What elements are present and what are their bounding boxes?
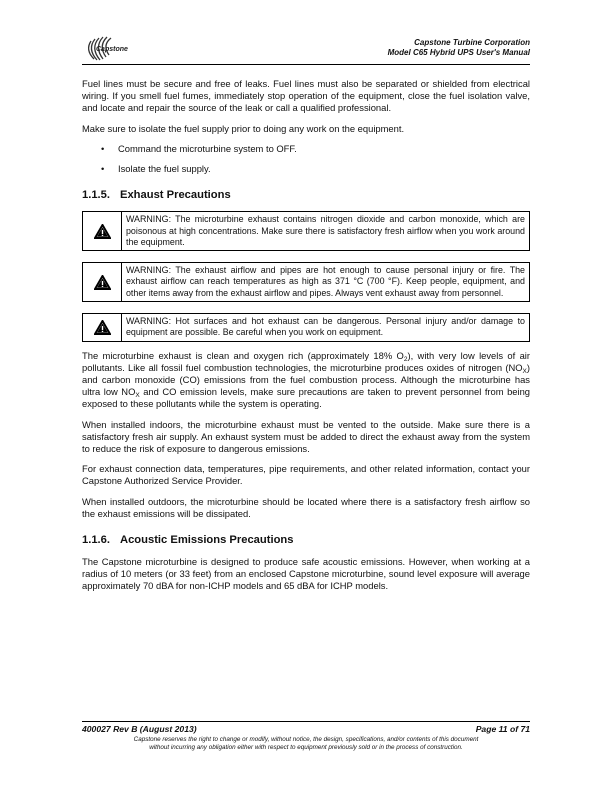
paragraph: Fuel lines must be secure and free of leaks. Fuel lines must also be separated or shielded from electrical wiring. If you smell fuel fumes, immediately stop operation of the equipment, close the fuel isolation valve, and locate and repair the source of the leak or call a qualified professional. bbox=[82, 78, 530, 114]
running-header bbox=[388, 38, 530, 58]
bullet-icon: • bbox=[101, 142, 105, 154]
logo-wordmark: Capstone bbox=[96, 46, 128, 53]
footer-doc-number: 400027 Rev B (August 2013) bbox=[82, 724, 197, 734]
footer-rule bbox=[82, 721, 530, 722]
section-heading-acoustic: 1.1.6. Acoustic Emissions Precautions bbox=[82, 534, 294, 547]
paragraph: The Capstone microturbine is designed to produce safe acoustic emissions. However, when working at a radius of 10 meters (or 33 feet) from an enclosed Capstone microturbine, sound level exposure will average approximately 70 dBA for non-ICHP models and 65 dBA for ICHP models. bbox=[82, 556, 530, 592]
warning-text: WARNING: Hot surfaces and hot exhaust can be dangerous. Personal injury and/or damage to equipment are possible. Be careful when you work on equipment. bbox=[126, 316, 525, 338]
footer-disclaimer: Capstone reserves the right to change or modify, without notice, the design, specifications, and/or contents of this document without incurring any obligation either with respect to equipment previously sold or in the process of construction. bbox=[133, 736, 479, 751]
paragraph: The microturbine exhaust is clean and oxygen rich (approximately 18% $O_2$), with very low levels of air pollutants. Like all fossil fuel combustion technologies, the microturbine produces oxides of nitrogen $(NO_X)$ and carbon monoxide (CO) emissions from the fuel combustion process. Although the microturbine has ultra low $NO_X$ and CO emission levels, make sure precautions are taken to prevent personnel from being exposed to these pollutants while the system is operating. bbox=[82, 349, 531, 410]
bullet-list bbox=[82, 143, 530, 175]
warning-box bbox=[82, 313, 530, 342]
paragraph: Make sure to isolate the fuel supply prior to doing any work on the equipment. bbox=[82, 122, 405, 134]
footer-page-number: Page 11 of 71 bbox=[475, 724, 530, 734]
warning-text: WARNING: The exhaust airflow and pipes are hot enough to cause personal injury or fire. The exhaust airflow can reach temperatures as high as 371 °C (700 °F). Keep people, equipment, and other items away from the exhaust airflow and pipes. Always vent exhaust away from personnel. bbox=[126, 265, 525, 298]
warning-icon bbox=[83, 263, 122, 301]
warning-icon bbox=[83, 314, 122, 341]
paragraph: When installed outdoors, the microturbine should be located where there is a satisfactory fresh airflow so the exhaust emissions will be dissipated. bbox=[82, 495, 530, 519]
warning-icon bbox=[83, 212, 122, 250]
warning-box bbox=[82, 211, 530, 251]
document-page bbox=[82, 0, 530, 792]
list-item: • Isolate the fuel supply. bbox=[101, 163, 211, 175]
capstone-logo bbox=[82, 33, 140, 63]
section-heading-exhaust: 1.1.5. Exhaust Precautions bbox=[82, 189, 231, 202]
header-rule bbox=[82, 64, 530, 65]
list-item: • Command the microturbine system to OFF. bbox=[101, 142, 297, 154]
header-manual-title: Model C65 Hybrid UPS User's Manual bbox=[387, 48, 530, 57]
warning-text: WARNING: The microturbine exhaust contains nitrogen dioxide and carbon monoxide, which are poisonous at high concentrations. Make sure there is satisfactory fresh airflow when you work around the equipment. bbox=[126, 214, 525, 247]
paragraph: For exhaust connection data, temperatures, pipe requirements, and other related information, contact your Capstone Authorized Service Provider. bbox=[82, 463, 530, 487]
warning-box bbox=[82, 262, 530, 302]
body-content bbox=[82, 78, 530, 601]
bullet-icon: • bbox=[101, 163, 105, 175]
header-company: Capstone Turbine Corporation bbox=[414, 38, 530, 47]
paragraph: When installed indoors, the microturbine exhaust must be vented to the outside. Make sure there is a satisfactory fresh air supply. An exhaust system must be added to direct the exhaust away from the system to reduce the risk of exposure to dangerous emissions. bbox=[82, 418, 530, 455]
